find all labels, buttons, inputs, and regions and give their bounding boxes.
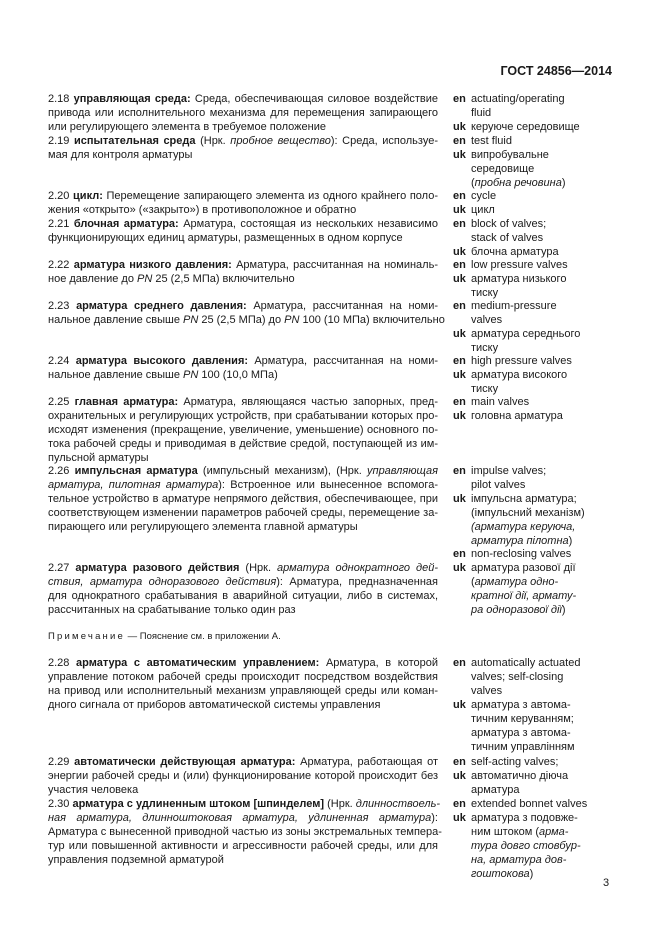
term-name: арматура низкого давления: <box>73 259 232 271</box>
equivalent-term-line <box>471 798 631 811</box>
definition-line <box>48 826 442 839</box>
text-segment: ) <box>561 604 566 616</box>
term-name: цикл: <box>73 190 103 202</box>
definition-line <box>48 452 438 465</box>
italic-text: PN <box>284 314 300 326</box>
text-segment: (імпульсний механізм) <box>471 507 585 519</box>
text-segment: тичним управлінням <box>471 741 575 753</box>
equivalent-term-line <box>471 685 631 698</box>
definition-line <box>48 756 438 769</box>
term-name: испытательная среда <box>74 135 196 147</box>
text-segment: автоматично діюча <box>471 770 569 782</box>
equivalent-term-line <box>471 93 631 106</box>
text-segment: рассчитанных на срабатывание только один раз <box>48 604 296 616</box>
text-segment: энергии рабочей среды и (или) функционирование которой происходит без <box>48 770 438 782</box>
term-name: главная арматура: <box>74 396 179 408</box>
text-segment: 2.25 <box>48 396 75 408</box>
language-code: en <box>453 93 466 105</box>
text-segment: block of valves; <box>471 218 547 230</box>
italic-text: тура довго стовбур- <box>471 840 581 852</box>
italic-text: PN <box>137 273 153 285</box>
definition-line <box>48 465 438 478</box>
text-segment: 2.23 <box>48 300 77 312</box>
equivalent-term-line <box>471 135 631 148</box>
term-name: импульсная арматура <box>74 465 198 477</box>
definition-line <box>48 218 438 231</box>
text-segment: арматура <box>471 784 520 796</box>
text-segment: (Нрк. <box>239 562 278 574</box>
language-code: en <box>453 300 466 312</box>
definition-line <box>48 479 438 492</box>
text-segment: головна арматура <box>471 410 563 422</box>
text-segment: середовище <box>471 163 535 175</box>
text-segment: Среда, обеспечивающая силовое воздействие <box>190 93 438 105</box>
language-code: uk <box>453 121 466 133</box>
definition-line <box>48 854 438 867</box>
text-segment: блочна арматура <box>471 246 559 258</box>
definition-line <box>48 784 438 797</box>
text-segment: medium-pressure <box>471 300 557 312</box>
equivalent-term-line <box>471 314 631 327</box>
text-segment: 2.20 <box>48 190 74 202</box>
text-segment: Арматура, состоящая из нескольких независимо <box>178 218 438 230</box>
equivalent-term-line <box>471 699 631 712</box>
term-name: управляющая среда: <box>73 93 191 105</box>
equivalent-term-line <box>471 163 631 176</box>
equivalent-term-line <box>471 756 631 769</box>
definition-line <box>48 314 445 327</box>
text-segment: на привод или исполнительный механизм управляющей среды или коман- <box>48 685 438 697</box>
text-segment: Арматура, работающая от <box>295 756 439 768</box>
equivalent-term-line <box>471 590 631 603</box>
definition-line <box>48 273 438 286</box>
text-segment: випробувальне <box>471 149 549 161</box>
text-segment: actuating/operating <box>471 93 565 105</box>
equivalent-term-line <box>471 562 631 575</box>
equivalent-term-line <box>471 383 631 396</box>
text-segment: ): Арматура, предназначенная <box>276 576 438 588</box>
language-code: en <box>453 218 466 230</box>
language-code: en <box>453 135 466 147</box>
definition-line <box>48 604 438 617</box>
text-segment: (импульсный механизм), (Нрк. <box>197 465 368 477</box>
equivalent-term-line <box>471 479 631 492</box>
equivalent-term-line <box>471 328 631 341</box>
language-code: en <box>453 259 466 271</box>
equivalent-term-line <box>471 232 631 245</box>
definition-line <box>48 149 438 162</box>
note <box>48 631 281 643</box>
text-segment: нальное давление свыше <box>48 314 184 326</box>
definition-line <box>48 798 441 811</box>
definition-line <box>48 657 438 670</box>
text-segment: Арматура, являющаяся частью запорных, пред- <box>178 396 439 408</box>
text-segment: Перемещение запирающего элемента из одного крайнего поло- <box>102 190 438 202</box>
equivalent-term-line <box>471 396 631 409</box>
text-segment: ( <box>471 177 475 189</box>
text-segment: арматура середнього <box>471 328 581 340</box>
italic-text: пробна речовина <box>474 177 562 189</box>
text-segment: extended bonnet valves <box>471 798 588 810</box>
term-name: арматура среднего давления: <box>76 300 247 312</box>
language-code: uk <box>453 770 466 782</box>
language-code: uk <box>453 273 466 285</box>
italic-text: (арматура керуюча, <box>471 521 576 533</box>
text-segment: цикл <box>471 204 495 216</box>
definition-line <box>48 232 438 245</box>
italic-text: гоштокова <box>471 868 530 880</box>
italic-text: арматура одно- <box>474 576 559 588</box>
text-segment: арматура високого <box>471 369 568 381</box>
equivalent-term-line <box>471 521 631 534</box>
language-code: en <box>453 756 466 768</box>
equivalent-term-line <box>471 741 631 754</box>
definition-line <box>48 438 438 451</box>
equivalent-term-line <box>471 535 631 548</box>
text-segment: valves <box>471 314 503 326</box>
text-segment: тиску <box>471 342 499 354</box>
definition-line <box>48 424 438 437</box>
text-segment: 25 (2,5 МПа) включительно <box>152 273 295 285</box>
equivalent-term-line <box>471 246 631 259</box>
equivalent-term-line <box>471 121 631 134</box>
equivalent-term-line <box>471 770 631 783</box>
text-segment: fluid <box>471 107 492 119</box>
italic-text: PN <box>183 314 199 326</box>
text-segment: арматура з подовже- <box>471 812 578 824</box>
text-segment: valves <box>471 685 503 697</box>
text-segment: Арматура, рассчитанная на номи- <box>246 300 439 312</box>
language-code: uk <box>453 493 466 505</box>
text-segment: stack of valves <box>471 232 544 244</box>
text-segment: Арматура, в которой <box>319 657 438 669</box>
text-segment: 2.21 <box>48 218 74 230</box>
equivalent-term-line <box>471 259 631 272</box>
text-segment: low pressure valves <box>471 259 568 271</box>
equivalent-term-line <box>471 671 631 684</box>
text-segment: управления подземной арматурой <box>48 854 224 866</box>
italic-text: PN <box>183 369 199 381</box>
text-segment: ним штоком ( <box>471 826 540 838</box>
equivalent-term-line <box>471 355 631 368</box>
language-code: en <box>453 355 466 367</box>
text-segment: Арматура с вынесенной приводной частью из зоны экстремальных темпера- <box>48 826 442 838</box>
text-segment: тока рабочей среды и приводимая в действие средой, поступающей из им- <box>48 438 438 450</box>
definition-line <box>48 576 438 589</box>
text-segment: 2.30 <box>48 798 73 810</box>
equivalent-term-line <box>471 177 631 190</box>
equivalent-term-line <box>471 657 631 670</box>
text-segment: Арматура, рассчитанная на номиналь- <box>231 259 438 271</box>
equivalent-term-line <box>471 507 631 520</box>
document-code-header: ГОСТ 24856—2014 <box>500 64 612 78</box>
definition-line <box>48 300 438 313</box>
definition-line <box>48 493 438 506</box>
text-segment: (Нрк. <box>195 135 231 147</box>
text-segment: участия человека <box>48 784 139 796</box>
definition-line <box>48 770 438 783</box>
italic-text: ра одноразової дії <box>471 604 562 616</box>
language-code: uk <box>453 812 466 824</box>
italic-text: арматура однократного дей- <box>277 562 438 574</box>
language-code: uk <box>453 369 466 381</box>
text-segment: управление потоком рабочей среды происходит посредством воздействия <box>48 671 438 683</box>
equivalent-term-line <box>471 713 631 726</box>
text-segment: main valves <box>471 396 530 408</box>
italic-text: длинноствоель- <box>355 798 441 810</box>
term-name: автоматически действующая арматура: <box>74 756 296 768</box>
equivalent-term-line <box>471 369 631 382</box>
text-segment: жения «открыто» («закрыто») в противоположное и обратно <box>48 204 357 216</box>
equivalent-term-line <box>471 465 631 478</box>
equivalent-term-line <box>471 548 631 561</box>
text-segment: нальное давление свыше <box>48 369 184 381</box>
term-name: арматура с удлиненным штоком [шпинделем] <box>72 798 325 810</box>
equivalent-term-line <box>471 204 631 217</box>
text-segment: valves; self-closing <box>471 671 564 683</box>
italic-text: ствия, арматура одноразового действия <box>48 576 277 588</box>
definition-line <box>48 107 438 120</box>
equivalent-term-line <box>471 727 631 740</box>
text-segment: Арматура, рассчитанная на номи- <box>248 355 439 367</box>
text-segment: ) <box>561 177 566 189</box>
text-segment: ) <box>529 868 534 880</box>
text-segment: impulse valves; <box>471 465 547 477</box>
definition-line <box>48 259 438 272</box>
equivalent-term-line <box>471 604 631 617</box>
italic-text: управляющая <box>367 465 439 477</box>
text-segment: пульсной арматуры <box>48 452 149 464</box>
language-code: uk <box>453 562 466 574</box>
text-segment: мая для контроля арматуры <box>48 149 193 161</box>
text-segment: или регулирующего элемента в требуемое положение <box>48 121 326 133</box>
italic-text: арма- <box>539 826 569 838</box>
definition-line <box>48 121 438 134</box>
text-segment: дного сигнала от приборов автоматической системы управления <box>48 699 381 711</box>
definition-line <box>48 521 438 534</box>
text-segment: 2.29 <box>48 756 75 768</box>
text-segment: арматура низького <box>471 273 567 285</box>
definition-line <box>48 671 438 684</box>
language-code: uk <box>453 204 466 216</box>
text-segment: ): Среда, используе- <box>330 135 438 147</box>
definition-line <box>48 699 438 712</box>
equivalent-term-line <box>471 190 631 203</box>
text-segment: арматура з автома- <box>471 699 571 711</box>
language-code: en <box>453 190 466 202</box>
language-code: uk <box>453 149 466 161</box>
text-segment: 2.18 <box>48 93 74 105</box>
language-code: en <box>453 657 466 669</box>
italic-text: пробное вещество <box>230 135 331 147</box>
text-segment: self-acting valves; <box>471 756 559 768</box>
text-segment: охранительных и регулирующих устройств, при срабатывании которых про- <box>48 410 438 422</box>
text-segment: pilot valves <box>471 479 526 491</box>
definition-line <box>48 812 438 825</box>
text-segment: automatically actuated <box>471 657 581 669</box>
equivalent-term-line <box>471 576 631 589</box>
italic-text: на, арматура дов- <box>471 854 567 866</box>
term-name: арматура разового действия <box>75 562 240 574</box>
equivalent-term-line <box>471 410 631 423</box>
equivalent-term-line <box>471 342 631 355</box>
equivalent-term-line <box>471 826 631 839</box>
definition-line <box>48 355 438 368</box>
definition-line <box>48 840 438 853</box>
equivalent-term-line <box>471 840 631 853</box>
language-code: uk <box>453 410 466 422</box>
equivalent-term-line <box>471 784 631 797</box>
definition-line <box>48 685 438 698</box>
text-segment: арматура з автома- <box>471 727 571 739</box>
text-segment: 2.27 <box>48 562 76 574</box>
text-segment: cycle <box>471 190 497 202</box>
text-segment: исходят изменения (прекращение, увеличение, уменьшение) основного по- <box>48 424 438 436</box>
text-segment: non-reclosing valves <box>471 548 572 560</box>
definition-line <box>48 369 438 382</box>
text-segment: 2.24 <box>48 355 76 367</box>
text-segment: для однократного срабатывания в аварийной ситуации, либо в системах, <box>48 590 438 602</box>
equivalent-term-line <box>471 287 631 300</box>
equivalent-term-line <box>471 218 631 231</box>
note-label: Примечание <box>48 631 125 642</box>
note-text: — Пояснение см. в приложении А. <box>125 631 281 642</box>
definition-line <box>48 410 438 423</box>
italic-text: ная арматура, длинноштоковая арматура, удлиненная арматура <box>48 812 432 824</box>
text-segment: (Нрк. <box>324 798 356 810</box>
italic-text: арматура, пилотная арматура <box>48 479 219 491</box>
language-code: uk <box>453 328 466 340</box>
text-segment: 2.26 <box>48 465 75 477</box>
language-code: en <box>453 396 466 408</box>
text-segment: 2.28 <box>48 657 77 669</box>
definition-line <box>48 396 438 409</box>
text-segment: ): Встроенное или вынесенное вспомога- <box>218 479 438 491</box>
language-code: en <box>453 798 466 810</box>
definition-line <box>48 204 438 217</box>
equivalent-term-line <box>471 273 631 286</box>
language-code: uk <box>453 699 466 711</box>
term-name: арматура с автоматическим управлением: <box>76 657 320 669</box>
text-segment: ( <box>471 576 475 588</box>
definition-line <box>48 507 438 520</box>
text-segment: тичним керуванням; <box>471 713 574 725</box>
text-segment: ): <box>431 812 438 824</box>
text-segment: ное давление до <box>48 273 138 285</box>
equivalent-term-line <box>471 493 631 506</box>
text-segment: 100 (10,0 МПа) <box>198 369 278 381</box>
text-segment: арматура разової дії <box>471 562 576 574</box>
text-segment: 2.19 <box>48 135 74 147</box>
text-segment: 25 (2,5 МПа) до <box>198 314 285 326</box>
definition-line <box>48 93 438 106</box>
text-segment: пирающего или регулирующего элемента главной арматуры <box>48 521 358 533</box>
equivalent-term-line <box>471 812 631 825</box>
italic-text: арматура пілотна <box>471 535 569 547</box>
text-segment: ) <box>568 535 573 547</box>
text-segment: соответствующем изменении параметров рабочей среды, перемещение за- <box>48 507 438 519</box>
equivalent-term-line <box>471 149 631 162</box>
language-code: en <box>453 465 466 477</box>
equivalent-term-line <box>471 854 631 867</box>
definition-line <box>48 590 438 603</box>
text-segment: тельное устройство в арматуре непрямого действия, обеспечивающее, при <box>48 493 438 505</box>
italic-text: кратної дії, армату- <box>471 590 577 602</box>
text-segment: test fluid <box>471 135 512 147</box>
definition-line <box>48 190 438 203</box>
text-segment: тиску <box>471 287 499 299</box>
text-segment: high pressure valves <box>471 355 572 367</box>
language-code: uk <box>453 246 466 258</box>
text-segment: 2.22 <box>48 259 74 271</box>
term-name: блочная арматура: <box>73 218 179 230</box>
page-number: 3 <box>603 877 610 889</box>
text-segment: імпульсна арматура; <box>471 493 577 505</box>
language-code: en <box>453 548 466 560</box>
text-segment: керуюче середовище <box>471 121 580 133</box>
text-segment: привода или исполнительного механизма для перемещения запирающего <box>48 107 438 119</box>
term-name: арматура высокого давления: <box>75 355 249 367</box>
text-segment: тиску <box>471 383 499 395</box>
text-segment: функционирующих единиц арматуры, размещенных в одном корпусе <box>48 232 403 244</box>
definition-line <box>48 562 438 575</box>
definition-line <box>48 135 438 148</box>
text-segment: 100 (10 МПа) включительно <box>299 314 445 326</box>
text-segment: тур или повышенной активности и агрессивности рабочей среды, или для <box>48 840 438 852</box>
equivalent-term-line <box>471 107 631 120</box>
equivalent-term-line <box>471 300 631 313</box>
